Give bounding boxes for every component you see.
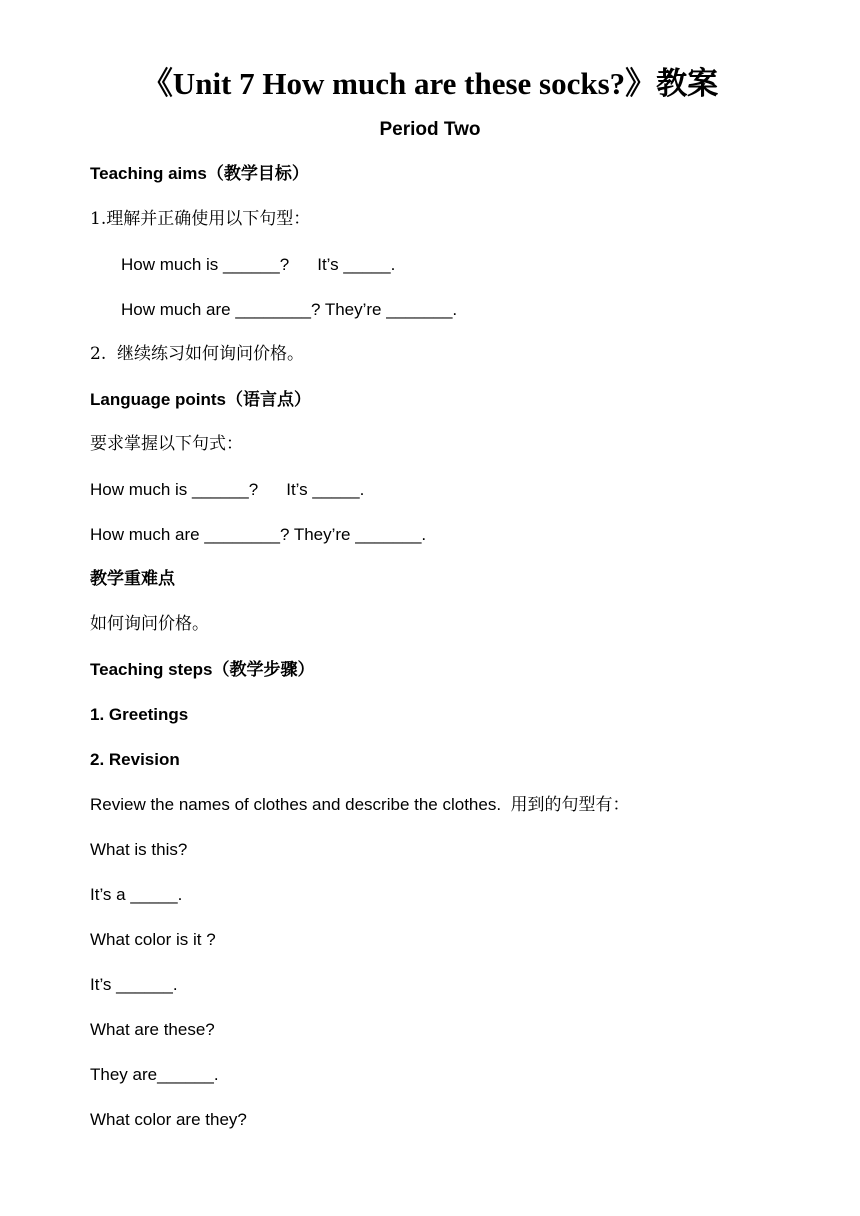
aims-sentence-row-2: How much are ________? They’re _______. <box>121 300 458 319</box>
language-points-heading: Language points（语言点） <box>90 390 311 409</box>
aims-question-1: How much is ______? <box>121 255 290 274</box>
teaching-steps-heading: Teaching steps（教学步骤） <box>90 660 315 679</box>
language-points-intro: 要求掌握以下句式： <box>90 434 243 454</box>
aims-sentence-row-1 <box>121 254 395 276</box>
dialogue-line: What are these? <box>90 1020 215 1039</box>
dialogue-line: It’s ______. <box>90 975 178 994</box>
review-instruction: Review the names of clothes and describe the clothes. 用到的句型有： <box>90 795 630 814</box>
document-title: 《Unit 7 How much are these socks?》教案 <box>141 66 719 101</box>
aims-item-1: 1.理解并正确使用以下句型： <box>90 209 311 229</box>
teaching-aims-heading: Teaching aims（教学目标） <box>90 164 309 183</box>
aims-answer-1: It’s _____. <box>317 255 396 274</box>
language-question-1: How much is ______? <box>90 480 259 499</box>
step-greetings: 1. Greetings <box>90 705 189 724</box>
language-sentence-row-2: How much are ________? They’re _______. <box>90 525 427 544</box>
key-points-text: 如何询问价格。 <box>90 614 209 634</box>
dialogue-line: It’s a _____. <box>90 885 183 904</box>
language-answer-1: It’s _____. <box>286 480 365 499</box>
language-sentence-row-1 <box>90 479 364 501</box>
dialogue-line: They are______. <box>90 1065 219 1084</box>
period-subtitle: Period Two <box>379 119 481 140</box>
key-points-heading: 教学重难点 <box>90 569 175 589</box>
aims-item-2: 2. 继续练习如何询问价格。 <box>90 344 305 364</box>
dialogue-line: What is this? <box>90 840 188 859</box>
step-revision: 2. Revision <box>90 750 180 769</box>
dialogue-line: What color are they? <box>90 1110 247 1129</box>
dialogue-line: What color is it ? <box>90 930 216 949</box>
